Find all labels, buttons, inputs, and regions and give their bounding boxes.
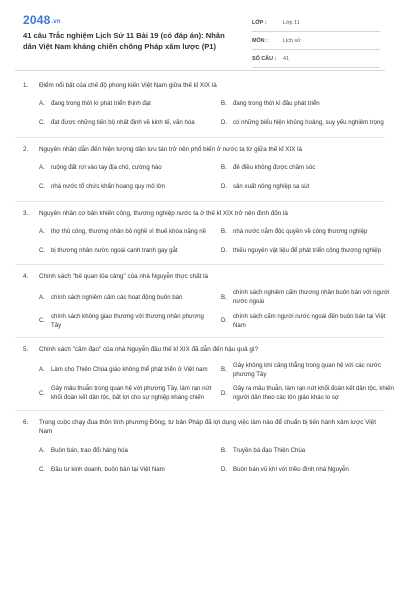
meta-row-class xyxy=(252,14,380,32)
option-a[interactable] xyxy=(39,443,219,462)
question-body: Nguyên nhân cơ bản khiến công, thương nghiệp nước ta ở thế kỉ XIX trở nên đình đốn là xyxy=(39,209,288,217)
question-4 xyxy=(0,265,400,335)
meta-value: 41 xyxy=(283,55,289,62)
site-logo[interactable] xyxy=(23,13,61,27)
option-text: Gây mâu thuẫn trong quan hệ với phương Tây, làm rạn nứt khối đoàn kết dân tộc, bất lợi cho sự nghiệp kháng chiến xyxy=(51,385,212,402)
question-text xyxy=(23,338,378,355)
option-list xyxy=(39,443,378,481)
option-letter: D. xyxy=(221,119,228,127)
option-text: Đầu tư kinh doanh, buôn bán tại Việt Nam xyxy=(51,465,165,473)
option-letter: B. xyxy=(221,446,227,454)
question-2 xyxy=(0,138,400,199)
option-letter: A. xyxy=(39,100,45,108)
option-text: chính sách nghiêm cấm thương nhân buôn bán với người nước ngoài xyxy=(233,289,390,306)
option-text: Buôn bán vũ khí với triều đình nhà Nguyễn xyxy=(233,465,349,473)
option-letter: C. xyxy=(39,465,46,473)
logo-text: 2048 xyxy=(23,13,51,27)
option-d[interactable] xyxy=(221,180,400,199)
option-letter: A. xyxy=(39,293,45,301)
meta-row-subject xyxy=(252,32,380,50)
option-text: ruộng đất rơi vào tay địa chủ, cường hào xyxy=(51,163,162,171)
option-d[interactable] xyxy=(221,462,400,481)
option-letter: C. xyxy=(39,389,46,397)
question-number: 5. xyxy=(23,346,29,353)
option-letter: B. xyxy=(221,366,227,374)
option-text: đang trong thời kì đầu phát triển xyxy=(233,100,320,108)
option-letter: D. xyxy=(221,182,228,190)
option-text: chính sách không giao thương với thương nhân phương Tây xyxy=(51,312,204,329)
option-letter: A. xyxy=(39,163,45,171)
option-d[interactable] xyxy=(221,243,400,262)
option-list xyxy=(39,288,390,335)
option-b[interactable] xyxy=(221,288,400,311)
option-text: nhà nước nắm độc quyền về công thương nghiệp xyxy=(233,227,368,235)
question-number: 2. xyxy=(23,145,29,153)
option-text: Làm cho Thiên Chúa giáo không thể phát triển ở Việt nam xyxy=(51,366,208,374)
option-text: thợ thủ công, thương nhân bỏ nghề vì thuế khóa nặng nề xyxy=(51,227,207,235)
option-letter: C. xyxy=(39,119,46,127)
question-number: 6. xyxy=(23,418,29,426)
meta-label: SỐ CÂU : xyxy=(252,55,277,62)
option-text: bị thương nhân nước ngoài cạnh tranh gay gắt xyxy=(51,246,178,254)
meta-row-count xyxy=(252,50,380,68)
meta-value: Lớp 11 xyxy=(283,19,300,26)
option-c[interactable] xyxy=(39,462,219,481)
option-text: có những biểu hiện khủng hoảng, suy yếu nghiêm trọng xyxy=(233,119,384,127)
meta-value: Lịch sử xyxy=(283,37,301,44)
question-text xyxy=(23,265,378,282)
document-meta xyxy=(252,14,380,68)
option-letter: B. xyxy=(221,100,227,108)
question-body: Trong cuộc chạy đua thôn tính phương Đông, tư bản Pháp đã lợi dụng việc làm nào để chuẩn bị tiến hành xâm lược Việt Nam xyxy=(39,418,376,436)
option-a[interactable] xyxy=(39,288,219,311)
option-c[interactable] xyxy=(39,384,219,407)
question-text xyxy=(23,202,378,219)
option-letter: B. xyxy=(221,293,227,301)
option-text: sản xuất nông nghiệp sa sút xyxy=(233,182,310,190)
option-text: nhà nước tổ chức khẩn hoang quy mô lớn xyxy=(51,182,166,190)
option-c[interactable] xyxy=(39,116,219,135)
option-text: Truyền bá đạo Thiên Chúa xyxy=(233,446,306,454)
meta-label: LỚP : xyxy=(252,19,267,26)
option-text: Gây ra mâu thuẫn, làm rạn nứt khối đoàn kết dân tộc, khiến người dân theo các tôn giáo khác lo sợ xyxy=(233,385,394,402)
option-letter: D. xyxy=(221,317,228,325)
option-letter: D. xyxy=(221,389,228,397)
question-3 xyxy=(0,202,400,263)
logo-tld: .vn xyxy=(51,19,61,25)
option-text: đang trong thời kì phát triển thịnh đạt xyxy=(51,100,151,108)
question-6 xyxy=(0,411,400,482)
option-list xyxy=(39,361,394,408)
option-b[interactable] xyxy=(221,224,400,243)
question-5 xyxy=(0,338,400,408)
option-d[interactable] xyxy=(221,384,400,407)
option-list xyxy=(39,224,381,262)
question-text xyxy=(23,411,378,438)
option-list xyxy=(39,97,384,135)
option-text: thiếu nguyên vật liệu để phát triển công thương nghiệp xyxy=(233,246,381,254)
question-number: 1. xyxy=(23,82,29,89)
option-d[interactable] xyxy=(221,312,400,335)
question-body: Chính sách "cấm đạo" của nhà Nguyễn đầu thế kỉ XIX đã dẫn đến hậu quả gì? xyxy=(39,346,259,353)
option-text: chính sách nghiêm cấm các hoạt động buôn bán xyxy=(51,293,183,301)
option-letter: A. xyxy=(39,227,45,235)
option-c[interactable] xyxy=(39,243,219,262)
option-letter: C. xyxy=(39,182,46,190)
option-b[interactable] xyxy=(221,161,400,180)
option-text: Buôn bán, trao đổi hàng hóa xyxy=(51,446,128,454)
header-divider xyxy=(15,70,385,71)
option-b[interactable] xyxy=(221,97,400,116)
question-body: Nguyên nhân dẫn đến hiện tượng dân lưu tán trở nên phổ biến ở nước ta từ giữa thế kỉ XIX là xyxy=(39,145,303,153)
option-letter: A. xyxy=(39,366,45,374)
option-list xyxy=(39,161,378,199)
question-number: 4. xyxy=(23,273,29,281)
meta-label: MÔN : xyxy=(252,37,268,44)
option-a[interactable] xyxy=(39,97,219,116)
option-letter: C. xyxy=(39,246,46,254)
option-a[interactable] xyxy=(39,224,219,243)
option-a[interactable] xyxy=(39,161,219,180)
option-b[interactable] xyxy=(221,361,400,384)
option-letter: C. xyxy=(39,317,46,325)
option-c[interactable] xyxy=(39,312,219,335)
option-text: đê điều không được chăm sóc xyxy=(233,163,316,171)
option-letter: A. xyxy=(39,446,45,454)
question-text xyxy=(23,138,378,155)
question-number: 3. xyxy=(23,209,29,217)
question-body: Điểm nổi bật của chế độ phong kiến Việt Nam giữa thế kỉ XIX là xyxy=(39,82,217,89)
document-header xyxy=(0,0,400,72)
option-letter: D. xyxy=(221,246,228,254)
option-letter: B. xyxy=(221,163,227,171)
option-text: đạt được những tiến bộ nhất định về kinh tế, văn hóa xyxy=(51,119,195,127)
option-a[interactable] xyxy=(39,361,219,384)
option-text: chính sách cấm người nước ngoài đến buôn bán tại Việt Nam xyxy=(233,312,386,329)
question-text xyxy=(23,74,378,91)
question-1 xyxy=(0,74,400,135)
question-list xyxy=(0,74,400,481)
option-d[interactable] xyxy=(221,116,400,135)
document-title: 41 câu Trắc nghiệm Lịch Sử 11 Bài 19 (có đáp án): Nhân dân Việt Nam kháng chiến chống Pháp xâm lược (P1) xyxy=(23,31,225,51)
option-letter: D. xyxy=(221,465,228,473)
option-c[interactable] xyxy=(39,180,219,199)
option-letter: B. xyxy=(221,227,227,235)
option-text: Gây không khí căng thẳng trong quan hệ với các nước phương Tây xyxy=(233,361,381,378)
question-body: Chính sách "bế quan tỏa cảng" của nhà Nguyễn thực chất là xyxy=(39,273,209,281)
option-b[interactable] xyxy=(221,443,400,462)
